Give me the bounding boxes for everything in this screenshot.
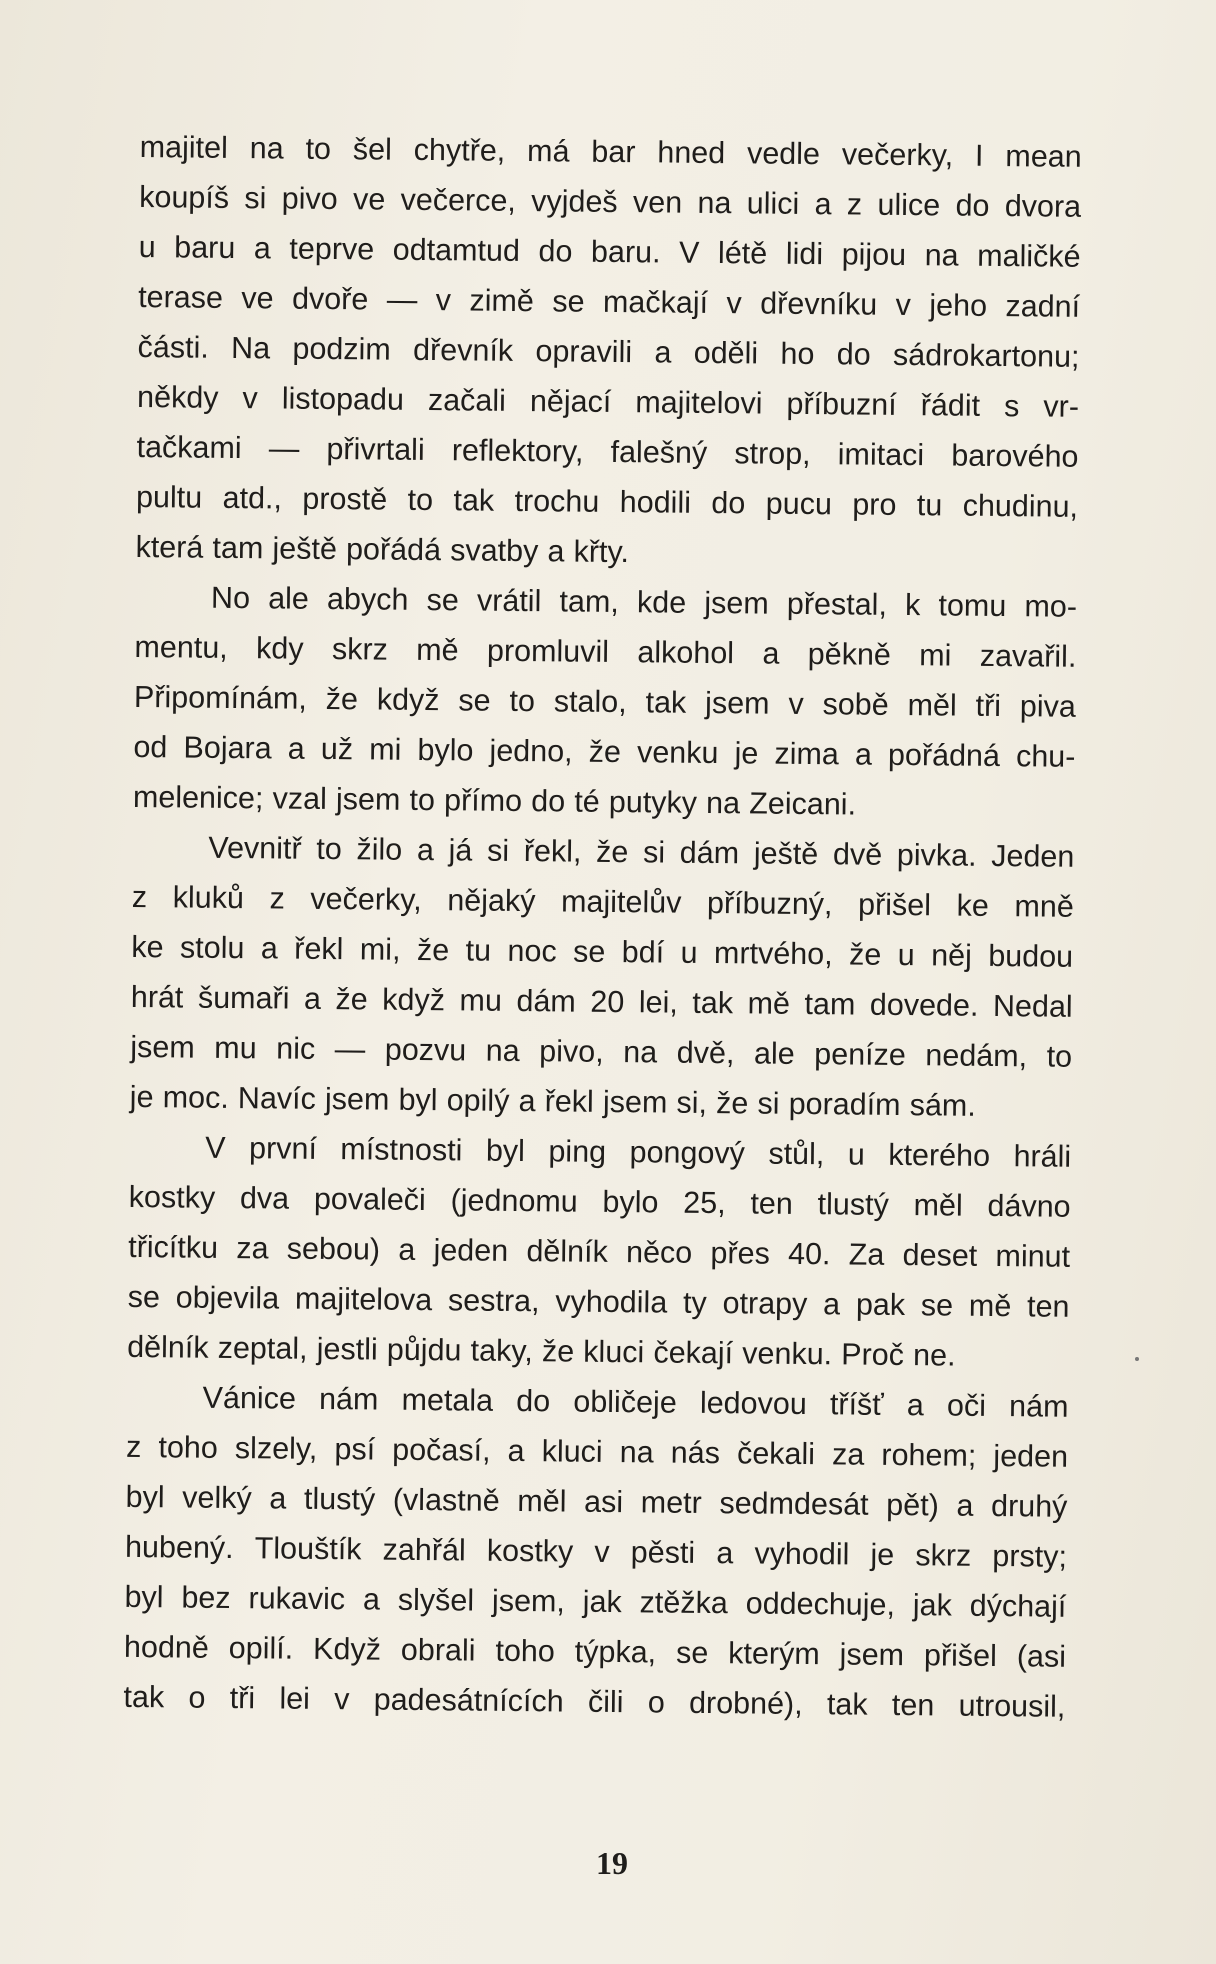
page-number: 19 bbox=[596, 1845, 628, 1881]
paragraph bbox=[127, 1122, 1072, 1382]
paragraph bbox=[135, 122, 1082, 582]
text-line: koupíš si pivo ve večerce, vyjdeš ven na ulici a z ulice do dvora bbox=[139, 179, 1082, 224]
text-line: byl bez rukavic a slyšel jsem, jak ztěžka oddechuje, jak dýchají bbox=[124, 1579, 1067, 1624]
paper-speck bbox=[1135, 1357, 1139, 1361]
paragraph bbox=[123, 1372, 1069, 1732]
text-line: melenice; vzal jsem to přímo do té putyky na Zeicani. bbox=[132, 779, 857, 822]
paragraph bbox=[133, 572, 1078, 832]
text-line: V první místnosti byl ping pongový stůl, u kterého hráli bbox=[205, 1130, 1072, 1174]
text-line: terase ve dvoře — v zimě se mačkají v dřevníku v jeho zadní bbox=[137, 279, 1081, 324]
text-line: Vevnitř to žilo a já si řekl, že si dám ještě dvě pivka. Jeden bbox=[208, 830, 1075, 874]
text-line: Vánice nám metala do obličeje ledovou tříšť a oči nám bbox=[202, 1380, 1069, 1424]
text-line: u baru a teprve odtamtud do baru. V létě lidi pijou na maličké bbox=[138, 229, 1081, 274]
text-line: tačkami — přivrtali reflektory, falešný strop, imitaci barového bbox=[136, 429, 1079, 474]
text-line: mentu, kdy skrz mě promluvil alkohol a pěkně mi zavařil. bbox=[134, 629, 1077, 674]
text-line: hubený. Tlouštík zahřál kostky v pěsti a vyhodil je skrz prsty; bbox=[124, 1529, 1068, 1574]
text-line: pultu atd., prostě to tak trochu hodili do pucu pro tu chudinu, bbox=[135, 479, 1079, 524]
text-line: kostky dva povaleči (jednomu bylo 25, ten tlustý měl dávno bbox=[128, 1179, 1071, 1224]
text-line: jsem mu nic — pozvu na pivo, na dvě, ale peníze nedám, to bbox=[130, 1029, 1073, 1074]
text-line: je moc. Navíc jsem byl opilý a řekl jsem si, že si poradím sám. bbox=[129, 1079, 976, 1123]
text-line: někdy v listopadu začali nějací majitelovi příbuzní řádit s vr- bbox=[136, 379, 1080, 424]
text-line: hodně opilí. Když obrali toho týpka, se kterým jsem přišel (asi bbox=[123, 1629, 1067, 1674]
text-line: ke stolu a řekl mi, že tu noc se bdí u mrtvého, že u něj budou bbox=[131, 929, 1074, 974]
text-line: z kluků z večerky, nějaký majitelův příbuzný, přišel ke mně bbox=[131, 879, 1074, 924]
text-line: dělník zeptal, jestli půjdu taky, že kluci čekají venku. Proč ne. bbox=[126, 1329, 956, 1373]
text-line: No ale abych se vrátil tam, kde jsem přestal, k tomu mo- bbox=[210, 580, 1078, 624]
text-line: od Bojara a už mi bylo jedno, že venku je zima a pořádná chu- bbox=[133, 729, 1076, 774]
text-line: tak o tři lei v padesátnících čili o drobné), tak ten utrousil, bbox=[123, 1679, 1066, 1724]
text-line: Připomínám, že když se to stalo, tak jsem v sobě měl tři piva bbox=[133, 679, 1077, 724]
text-line: třicítku za sebou) a jeden dělník něco přes 40. Za deset minut bbox=[128, 1229, 1071, 1274]
text-line: byl velký a tlustý (vlastně měl asi metr sedmdesát pět) a druhý bbox=[125, 1479, 1068, 1524]
text-line: která tam ještě pořádá svatby a křty. bbox=[135, 529, 630, 570]
text-line: se objevila majitelova sestra, vyhodila ty otrapy a pak se mě ten bbox=[127, 1279, 1070, 1324]
text-line: části. Na podzim dřevník opravili a oděli ho do sádrokartonu; bbox=[137, 329, 1080, 374]
text-line: hrát šumaři a že když mu dám 20 lei, tak mě tam dovede. Nedal bbox=[130, 979, 1073, 1024]
paragraph bbox=[130, 822, 1075, 1132]
text-line: majitel na to šel chytře, má bar hned vedle večerky, I mean bbox=[139, 129, 1082, 174]
body-text bbox=[123, 122, 1082, 1732]
text-line: z toho slzely, psí počasí, a kluci na nás čekali za rohem; jeden bbox=[125, 1429, 1069, 1474]
